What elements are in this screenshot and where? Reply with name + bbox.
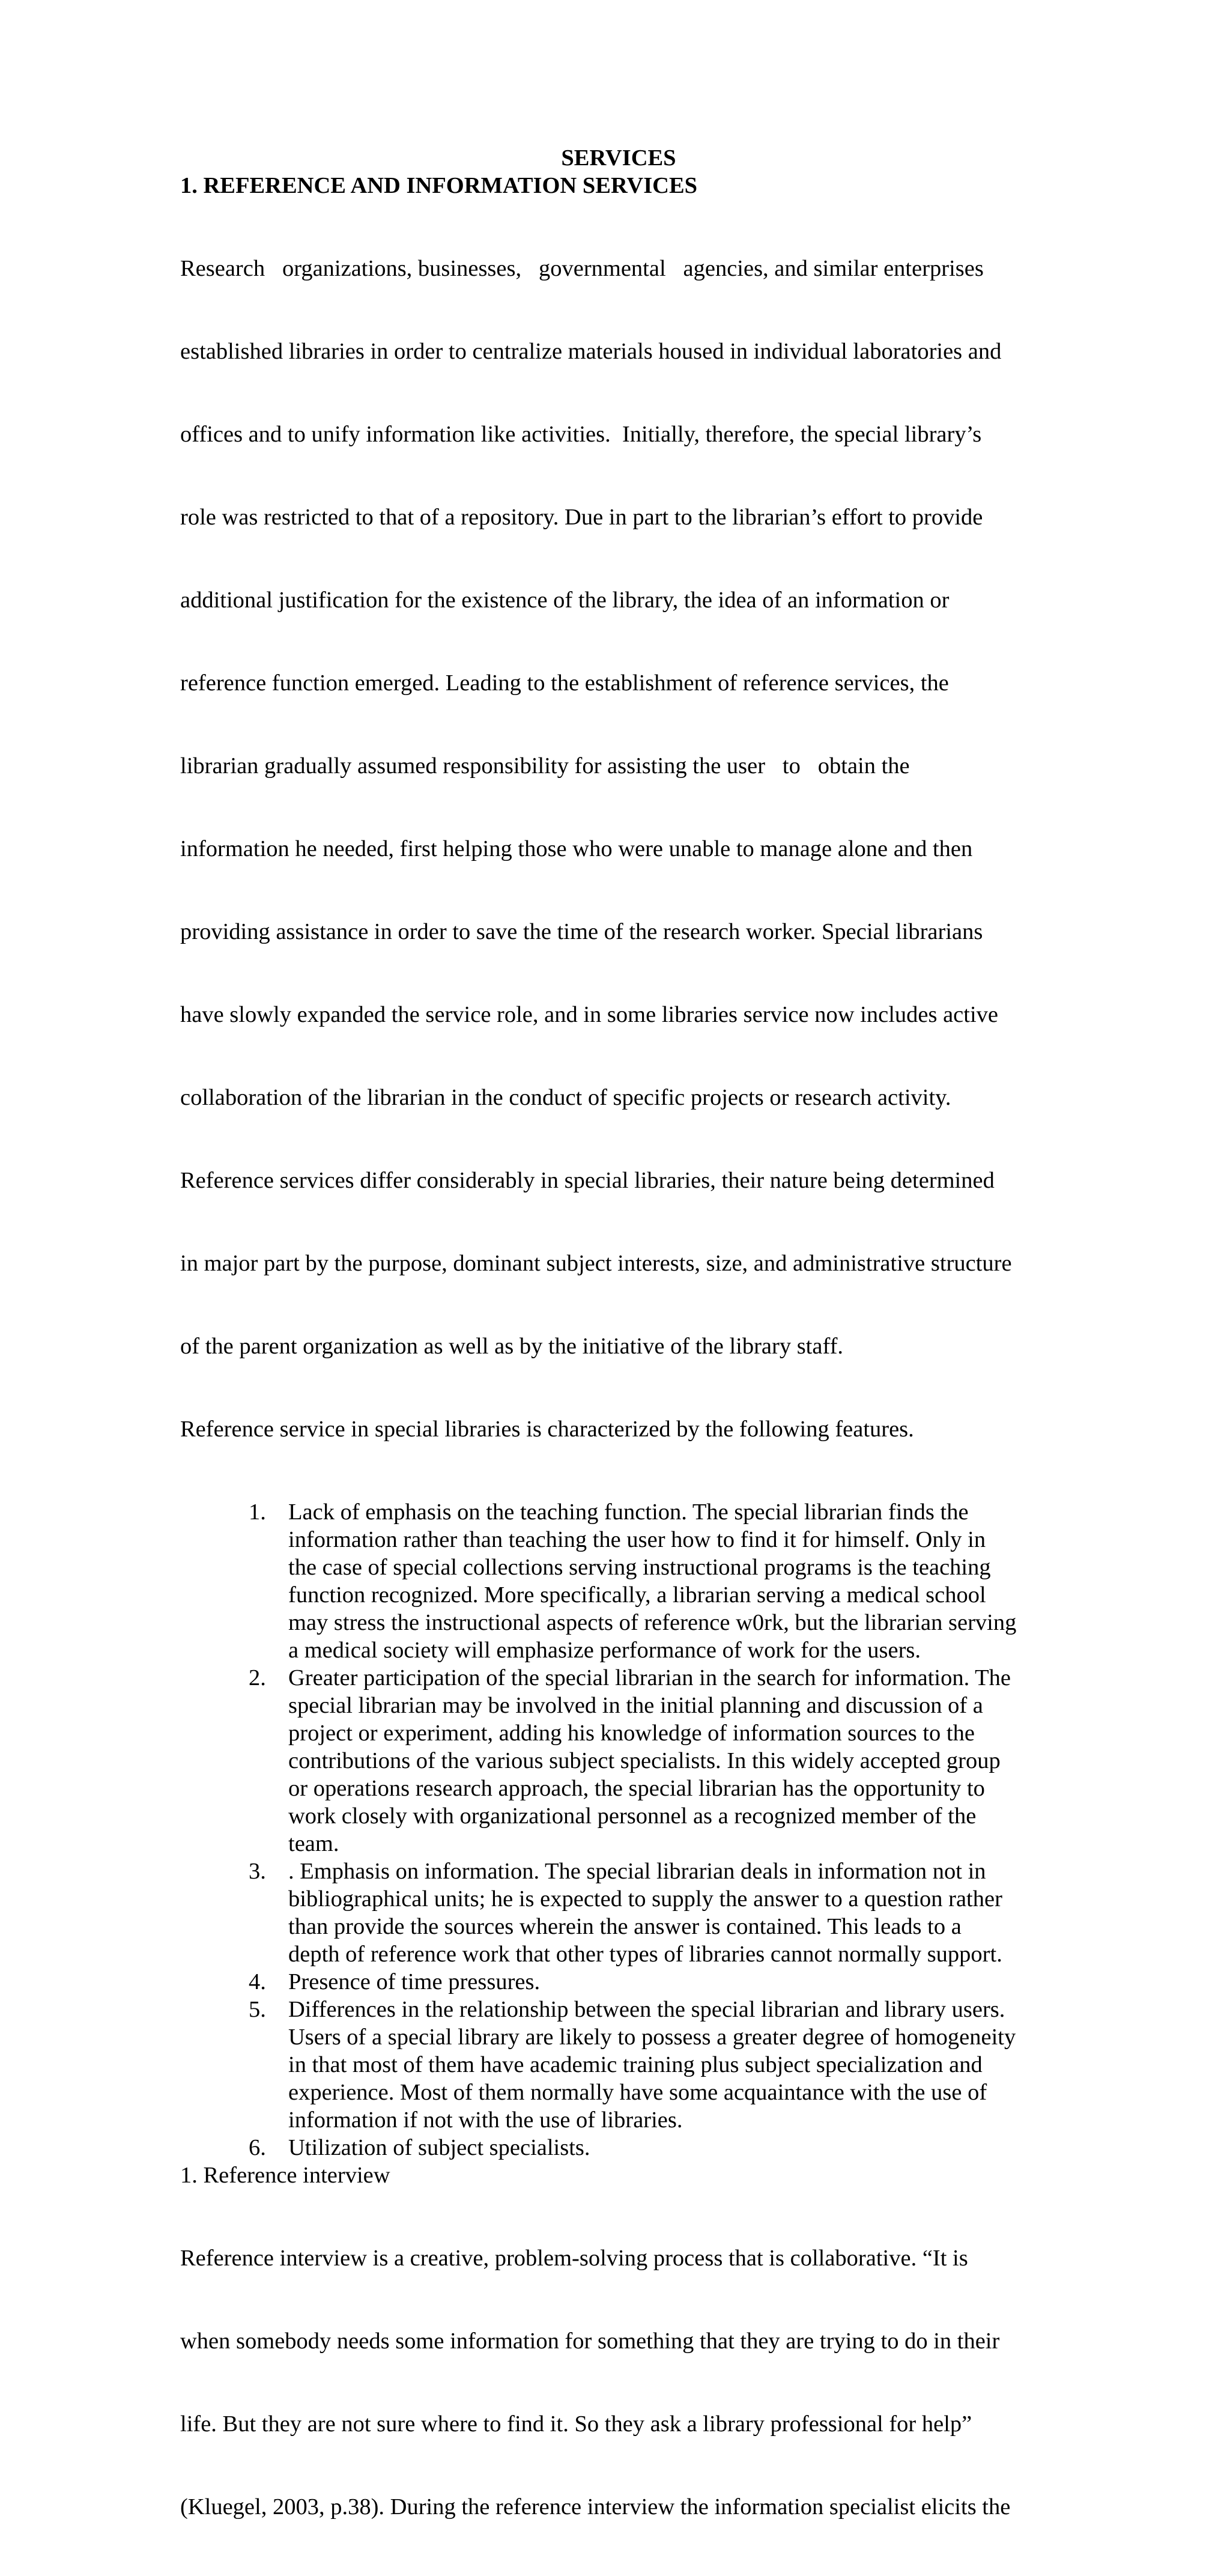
text-line: information rather than teaching the user how to find it for himself. Only in	[288, 1527, 986, 1552]
text-line: information he needed, first helping those who were unable to manage alone and then	[180, 836, 973, 861]
text-line: the case of special collections serving instructional programs is the teaching	[288, 1555, 991, 1580]
text-line: Utilization of subject specialists.	[288, 2135, 590, 2160]
text-line: than provide the sources wherein the answer is contained. This leads to a	[288, 1914, 962, 1939]
features-list	[180, 1498, 1057, 2161]
list-item-number: 1.	[249, 1499, 266, 1525]
text-line: or operations research approach, the special librarian has the opportunity to	[288, 1776, 985, 1801]
text-line: project or experiment, adding his knowledge of information sources to the	[288, 1721, 975, 1746]
section-heading: 1. REFERENCE AND INFORMATION SERVICES	[180, 173, 698, 198]
text-line: Greater participation of the special librarian in the search for information. The	[288, 1665, 1011, 1690]
text-line: in major part by the purpose, dominant subject interests, size, and administrative structure	[180, 1251, 1012, 1276]
text-line: additional justification for the existence of the library, the idea of an information or	[180, 588, 950, 613]
text-line: Differences in the relationship between the special librarian and library users.	[288, 1997, 1005, 2022]
list-item-number: 5.	[249, 1997, 266, 2022]
list-item	[180, 1664, 1057, 1858]
page-title: SERVICES	[561, 145, 676, 171]
text-line: offices and to unify information like activities. Initially, therefore, the special library’s	[180, 422, 982, 447]
text-line: when somebody needs some information for something that they are trying to do in their	[180, 2328, 1000, 2354]
document-page	[180, 144, 1057, 2576]
text-line: may stress the instructional aspects of reference w0rk, but the librarian serving	[288, 1610, 1017, 1635]
text-line: Reference services differ considerably in special libraries, their nature being determined	[180, 1168, 995, 1193]
text-line: work closely with organizational personnel as a recognized member of the	[288, 1803, 977, 1829]
text-line: Lack of emphasis on the teaching function. The special librarian finds the	[288, 1499, 969, 1525]
text-line: collaboration of the librarian in the conduct of specific projects or research activity.	[180, 1085, 951, 1110]
text-line: providing assistance in order to save the time of the research worker. Special librarians	[180, 919, 983, 944]
list-item-number: 3.	[249, 1859, 266, 1884]
text-line: have slowly expanded the service role, and in some libraries service now includes active	[180, 1002, 998, 1027]
list-item-number: 4.	[249, 1969, 266, 1994]
text-line: Users of a special library are likely to possess a greater degree of homogeneity	[288, 2025, 1016, 2050]
list-item	[180, 1858, 1057, 1968]
text-line: Reference interview is a creative, problem-solving process that is collaborative. “It is	[180, 2246, 968, 2271]
list-item-number: 6.	[249, 2135, 266, 2160]
text-line: librarian gradually assumed responsibility for assisting the user to obtain the	[180, 753, 910, 779]
text-line: Presence of time pressures.	[288, 1969, 541, 1994]
text-line: reference function emerged. Leading to the establishment of reference services, the	[180, 670, 949, 696]
text-line: a medical society will emphasize performance of work for the users.	[288, 1638, 921, 1663]
text-line: special librarian may be involved in the initial planning and discussion of a	[288, 1693, 983, 1718]
list-item-number: 2.	[249, 1665, 266, 1690]
interview-paragraph	[180, 2189, 1057, 2576]
subheading: 1. Reference interview	[180, 2163, 390, 2188]
text-line: Research organizations, businesses, governmental agencies, and similar enterprises	[180, 256, 984, 281]
text-line: team.	[288, 1831, 339, 1856]
list-item	[180, 1996, 1057, 2134]
intro-paragraph	[180, 199, 1057, 1498]
text-line: . Emphasis on information. The special librarian deals in information not in	[288, 1859, 986, 1884]
text-line: role was restricted to that of a repository. Due in part to the librarian’s effort to provide	[180, 505, 983, 530]
text-line: in that most of them have academic training plus subject specialization and	[288, 2052, 983, 2077]
text-line: life. But they are not sure where to find it. So they ask a library professional for help”	[180, 2411, 972, 2437]
list-item	[180, 2134, 1057, 2161]
text-line: (Kluegel, 2003, p.38). During the reference interview the information specialist elicits the	[180, 2494, 1011, 2520]
text-line: bibliographical units; he is expected to supply the answer to a question rather	[288, 1886, 1002, 1912]
text-line: depth of reference work that other types of libraries cannot normally support.	[288, 1942, 1002, 1967]
text-line: of the parent organization as well as by the initiative of the library staff.	[180, 1334, 844, 1359]
text-line: contributions of the various subject specialists. In this widely accepted group	[288, 1748, 1001, 1773]
list-item	[180, 1498, 1057, 1664]
text-line: information if not with the use of libraries.	[288, 2107, 683, 2133]
text-line: Reference service in special libraries is characterized by the following features.	[180, 1417, 914, 1442]
text-line: function recognized. More specifically, a librarian serving a medical school	[288, 1582, 986, 1608]
list-item	[180, 1968, 1057, 1996]
text-line: established libraries in order to centralize materials housed in individual laboratories and	[180, 339, 1002, 364]
text-line: experience. Most of them normally have some acquaintance with the use of	[288, 2080, 987, 2105]
